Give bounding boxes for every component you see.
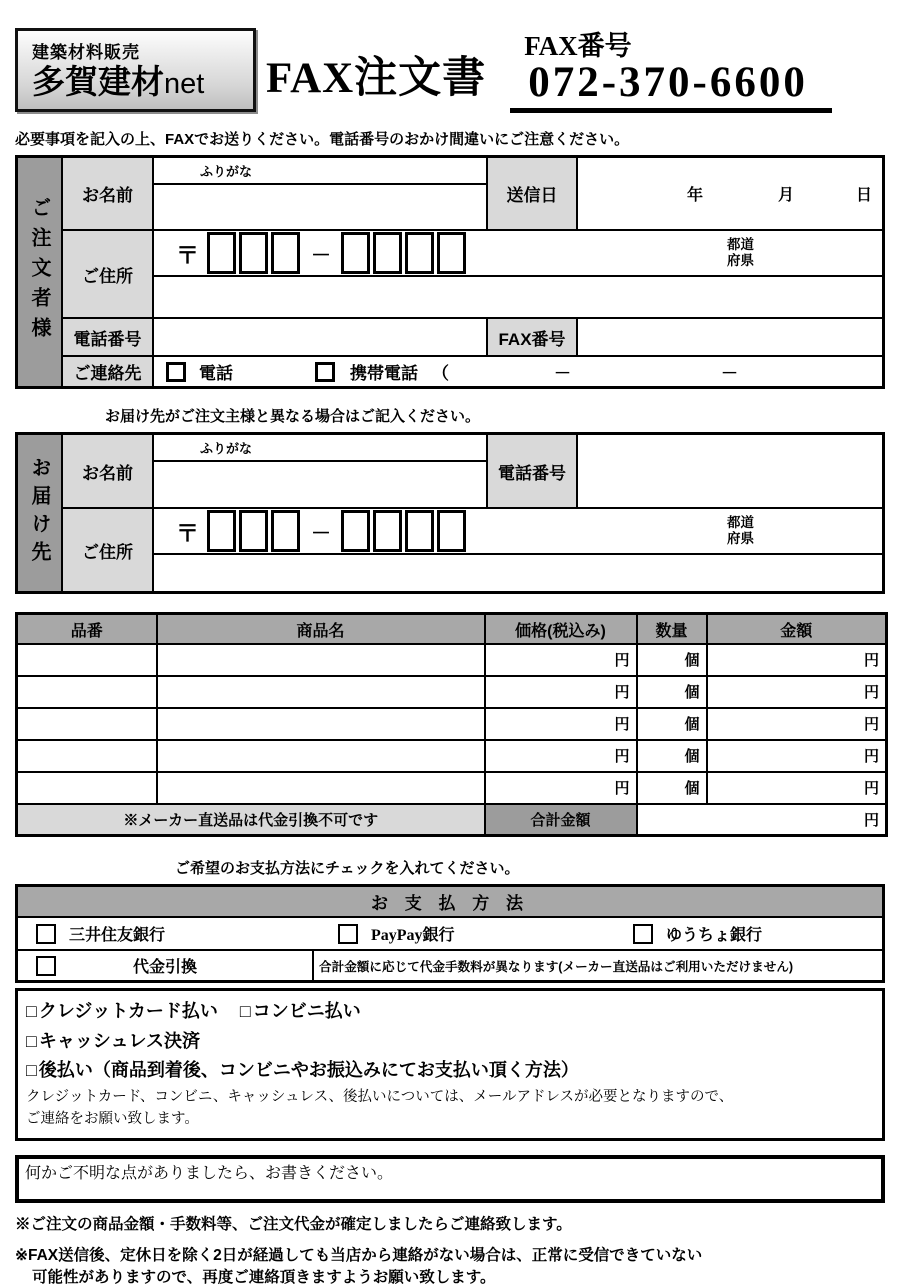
contact-mobile-checkbox[interactable]	[315, 362, 335, 382]
product-qty-input[interactable]	[637, 740, 707, 772]
send-date-year-label: 年	[686, 187, 703, 205]
cashless-checkbox[interactable]: □	[26, 1030, 37, 1051]
orderer-contact-label: ご連絡先	[62, 356, 153, 387]
footnote-2: ※FAX送信後、定休日を除く2日が経過しても当店から連絡がない場合は、正常に受信できていない	[15, 1247, 703, 1265]
orderer-furigana-label: ふりがな	[153, 157, 487, 184]
product-name-input[interactable]	[157, 676, 485, 708]
orderer-contact-row	[153, 356, 883, 387]
cod-option	[18, 951, 314, 980]
orderer-address-input[interactable]	[153, 276, 883, 318]
bank2-option	[338, 918, 455, 949]
fax-number-label: FAX番号	[524, 31, 632, 61]
send-date-label: 送信日	[487, 157, 577, 230]
yen-suffix: 円	[863, 684, 879, 702]
fax-number-block	[510, 32, 832, 113]
postal-dash: －	[311, 244, 331, 267]
unit-suffix: 個	[684, 716, 700, 734]
header	[15, 28, 885, 113]
yen-suffix: 円	[614, 652, 630, 670]
company-logo	[15, 28, 256, 112]
postal-digit-box[interactable]	[341, 232, 370, 274]
postal-digit-box[interactable]	[271, 232, 300, 274]
yen-suffix: 円	[863, 780, 879, 798]
credit-line-2	[26, 1027, 872, 1056]
delivery-band-label: お届け先	[17, 434, 62, 592]
contact-phone-label: 電話	[199, 364, 233, 384]
footnotes	[15, 1212, 885, 1287]
cod-checkbox[interactable]	[36, 956, 56, 976]
products-table	[15, 612, 888, 837]
col-header-price: 価格(税込み)	[485, 614, 637, 644]
unit-suffix: 個	[684, 684, 700, 702]
product-code-input[interactable]	[17, 644, 157, 676]
col-header-amount: 金額	[707, 614, 887, 644]
logo-name-main: 多賀建材	[32, 63, 164, 100]
footnote-3: 可能性がありますので、再度ご連絡頂きますようお願い致します。	[32, 1269, 496, 1287]
footnote-1: ※ご注文の商品金額・手数料等、ご注文代金が確定しましたらご連絡致します。	[15, 1216, 572, 1234]
col-header-qty: 数量	[637, 614, 707, 644]
atobarai-checkbox[interactable]: □	[26, 1059, 37, 1080]
contact-phone-checkbox[interactable]	[166, 362, 186, 382]
yen-suffix: 円	[863, 748, 879, 766]
delivery-furigana-label: ふりがな	[153, 434, 487, 461]
col-header-code: 品番	[17, 614, 157, 644]
cod-fee-note: 合計金額に応じて代金手数料が異なります(メーカー直送品はご利用いただけません)	[319, 960, 794, 975]
yen-suffix: 円	[614, 684, 630, 702]
direct-shipping-note: ※メーカー直送品は代金引換不可です	[17, 804, 485, 836]
yen-suffix: 円	[614, 716, 630, 734]
product-qty-input[interactable]	[637, 644, 707, 676]
product-amount-input[interactable]	[707, 644, 887, 676]
unit-suffix: 個	[684, 652, 700, 670]
product-name-input[interactable]	[157, 772, 485, 804]
prefecture-line1: 都道	[727, 236, 754, 252]
postal-digit-box[interactable]	[239, 510, 268, 552]
product-price-input[interactable]	[485, 644, 637, 676]
unit-suffix: 個	[684, 780, 700, 798]
atobarai-label: 後払い（商品到着後、コンビニやお振込みにてお支払い頂く方法）	[38, 1059, 579, 1080]
fax-number-value: 072-370-6600	[510, 60, 832, 113]
remarks-box[interactable]	[15, 1155, 885, 1203]
postal-digit-box[interactable]	[405, 232, 434, 274]
prefecture-line1: 都道	[727, 514, 754, 530]
products-header-row	[17, 614, 887, 644]
contact-open-paren: （	[432, 364, 449, 384]
contact-dash-2: －	[721, 364, 738, 384]
postal-mark: 〒	[176, 519, 199, 546]
orderer-fax-label: FAX番号	[487, 318, 577, 356]
total-amount-input[interactable]	[637, 804, 887, 836]
product-price-input[interactable]	[485, 772, 637, 804]
postal-digit-box[interactable]	[207, 510, 236, 552]
total-amount-label: 合計金額	[485, 804, 637, 836]
product-qty-input[interactable]	[637, 676, 707, 708]
product-name-input[interactable]	[157, 708, 485, 740]
postal-digit-box[interactable]	[405, 510, 434, 552]
bank3-checkbox[interactable]	[633, 924, 653, 944]
postal-dash: －	[311, 522, 331, 545]
postal-digit-box[interactable]	[341, 510, 370, 552]
remarks-prompt: 何かご不明な点がありましたら、お書きください。	[25, 1165, 394, 1183]
send-date-day-label: 日	[855, 187, 872, 205]
bank2-checkbox[interactable]	[338, 924, 358, 944]
payment-bank-row	[18, 918, 882, 951]
konbini-checkbox[interactable]: □	[239, 1001, 251, 1022]
delivery-address-label: ご住所	[62, 508, 153, 592]
bank3-label: ゆうちょ銀行	[666, 927, 763, 945]
product-price-input[interactable]	[485, 740, 637, 772]
delivery-note: お届け先がご注文主様と異なる場合はご記入ください。	[105, 408, 481, 426]
credit-note-line1: クレジットカード、コンビニ、キャッシュレス、後払いについては、メールアドレスが必要となりますので、	[26, 1088, 734, 1105]
product-price-input[interactable]	[485, 676, 637, 708]
bank3-option	[633, 918, 762, 949]
delivery-name-input[interactable]	[153, 461, 487, 508]
form-instruction: 必要事項を記入の上、FAXでお送りください。電話番号のおかけ間違いにご注意ください。	[15, 131, 630, 149]
orderer-postal-row	[153, 230, 883, 276]
postal-digit-box[interactable]	[239, 232, 268, 274]
product-qty-input[interactable]	[637, 708, 707, 740]
delivery-phone-input[interactable]	[577, 434, 883, 508]
credit-card-checkbox[interactable]: □	[26, 1001, 37, 1022]
product-amount-input[interactable]	[707, 772, 887, 804]
payment-header: お 支 払 方 法	[18, 887, 882, 918]
bank1-checkbox[interactable]	[36, 924, 56, 944]
send-date-month-label: 月	[777, 187, 794, 205]
product-price-input[interactable]	[485, 708, 637, 740]
product-code-input[interactable]	[17, 772, 157, 804]
product-row	[17, 740, 887, 772]
delivery-postal-row	[153, 508, 883, 554]
delivery-address-input[interactable]	[153, 554, 883, 592]
products-footer-row	[17, 804, 887, 836]
prefecture-label	[727, 515, 754, 549]
product-code-input[interactable]	[17, 676, 157, 708]
orderer-name-label: お名前	[62, 157, 153, 230]
yen-suffix: 円	[863, 716, 879, 734]
credit-note-line2: ご連絡をお願い致します。	[26, 1110, 199, 1127]
yen-suffix: 円	[614, 780, 630, 798]
cod-label: 代金引換	[132, 959, 197, 977]
col-header-name: 商品名	[157, 614, 485, 644]
cashless-label: キャッシュレス決済	[38, 1030, 200, 1051]
postal-digit-box[interactable]	[207, 232, 236, 274]
other-payment-box	[15, 988, 885, 1141]
product-name-input[interactable]	[157, 740, 485, 772]
product-qty-input[interactable]	[637, 772, 707, 804]
delivery-table	[15, 432, 885, 594]
payment-cod-row	[18, 951, 882, 980]
yen-suffix: 円	[863, 812, 879, 830]
product-row	[17, 708, 887, 740]
send-date-input[interactable]	[577, 157, 883, 230]
credit-note	[26, 1087, 872, 1131]
product-amount-input[interactable]	[707, 740, 887, 772]
orderer-phone-label: 電話番号	[62, 318, 153, 356]
product-code-input[interactable]	[17, 708, 157, 740]
credit-line-3	[26, 1056, 872, 1085]
unit-suffix: 個	[684, 748, 700, 766]
postal-digit-box[interactable]	[373, 510, 402, 552]
postal-mark: 〒	[176, 241, 199, 268]
product-row	[17, 772, 887, 804]
product-code-input[interactable]	[17, 740, 157, 772]
product-amount-input[interactable]	[707, 708, 887, 740]
bank2-label: PayPay銀行	[371, 927, 455, 945]
delivery-name-label: お名前	[62, 434, 153, 508]
postal-digit-box[interactable]	[437, 510, 466, 552]
prefecture-line2: 府県	[727, 531, 754, 547]
payment-instruction: ご希望のお支払方法にチェックを入れてください。	[175, 860, 520, 878]
page-title: FAX注文書	[266, 55, 487, 102]
delivery-phone-label: 電話番号	[487, 434, 577, 508]
orderer-table	[15, 155, 885, 389]
orderer-name-input[interactable]	[153, 184, 487, 230]
logo-name	[32, 63, 253, 101]
orderer-band-label: ご注文者様	[17, 157, 62, 387]
product-amount-input[interactable]	[707, 676, 887, 708]
contact-mobile-label: 携帯電話	[350, 364, 418, 384]
prefecture-line2: 府県	[727, 253, 754, 269]
payment-table	[15, 884, 885, 983]
konbini-label: コンビニ払い	[252, 1001, 361, 1022]
credit-card-label: クレジットカード払い	[38, 1001, 218, 1022]
bank1-label: 三井住友銀行	[69, 927, 166, 945]
product-row	[17, 644, 887, 676]
logo-tagline: 建築材料販売	[32, 43, 140, 62]
logo-name-suffix: net	[164, 68, 205, 100]
orderer-phone-input[interactable]	[153, 318, 487, 356]
credit-line-1	[26, 997, 872, 1026]
yen-suffix: 円	[863, 652, 879, 670]
contact-dash-1: －	[554, 364, 571, 384]
postal-digit-box[interactable]	[271, 510, 300, 552]
yen-suffix: 円	[614, 748, 630, 766]
product-name-input[interactable]	[157, 644, 485, 676]
postal-digit-box[interactable]	[437, 232, 466, 274]
prefecture-label	[727, 237, 754, 271]
postal-digit-box[interactable]	[373, 232, 402, 274]
bank1-option	[36, 918, 165, 949]
orderer-fax-input[interactable]	[577, 318, 883, 356]
orderer-address-label: ご住所	[62, 230, 153, 318]
product-row	[17, 676, 887, 708]
